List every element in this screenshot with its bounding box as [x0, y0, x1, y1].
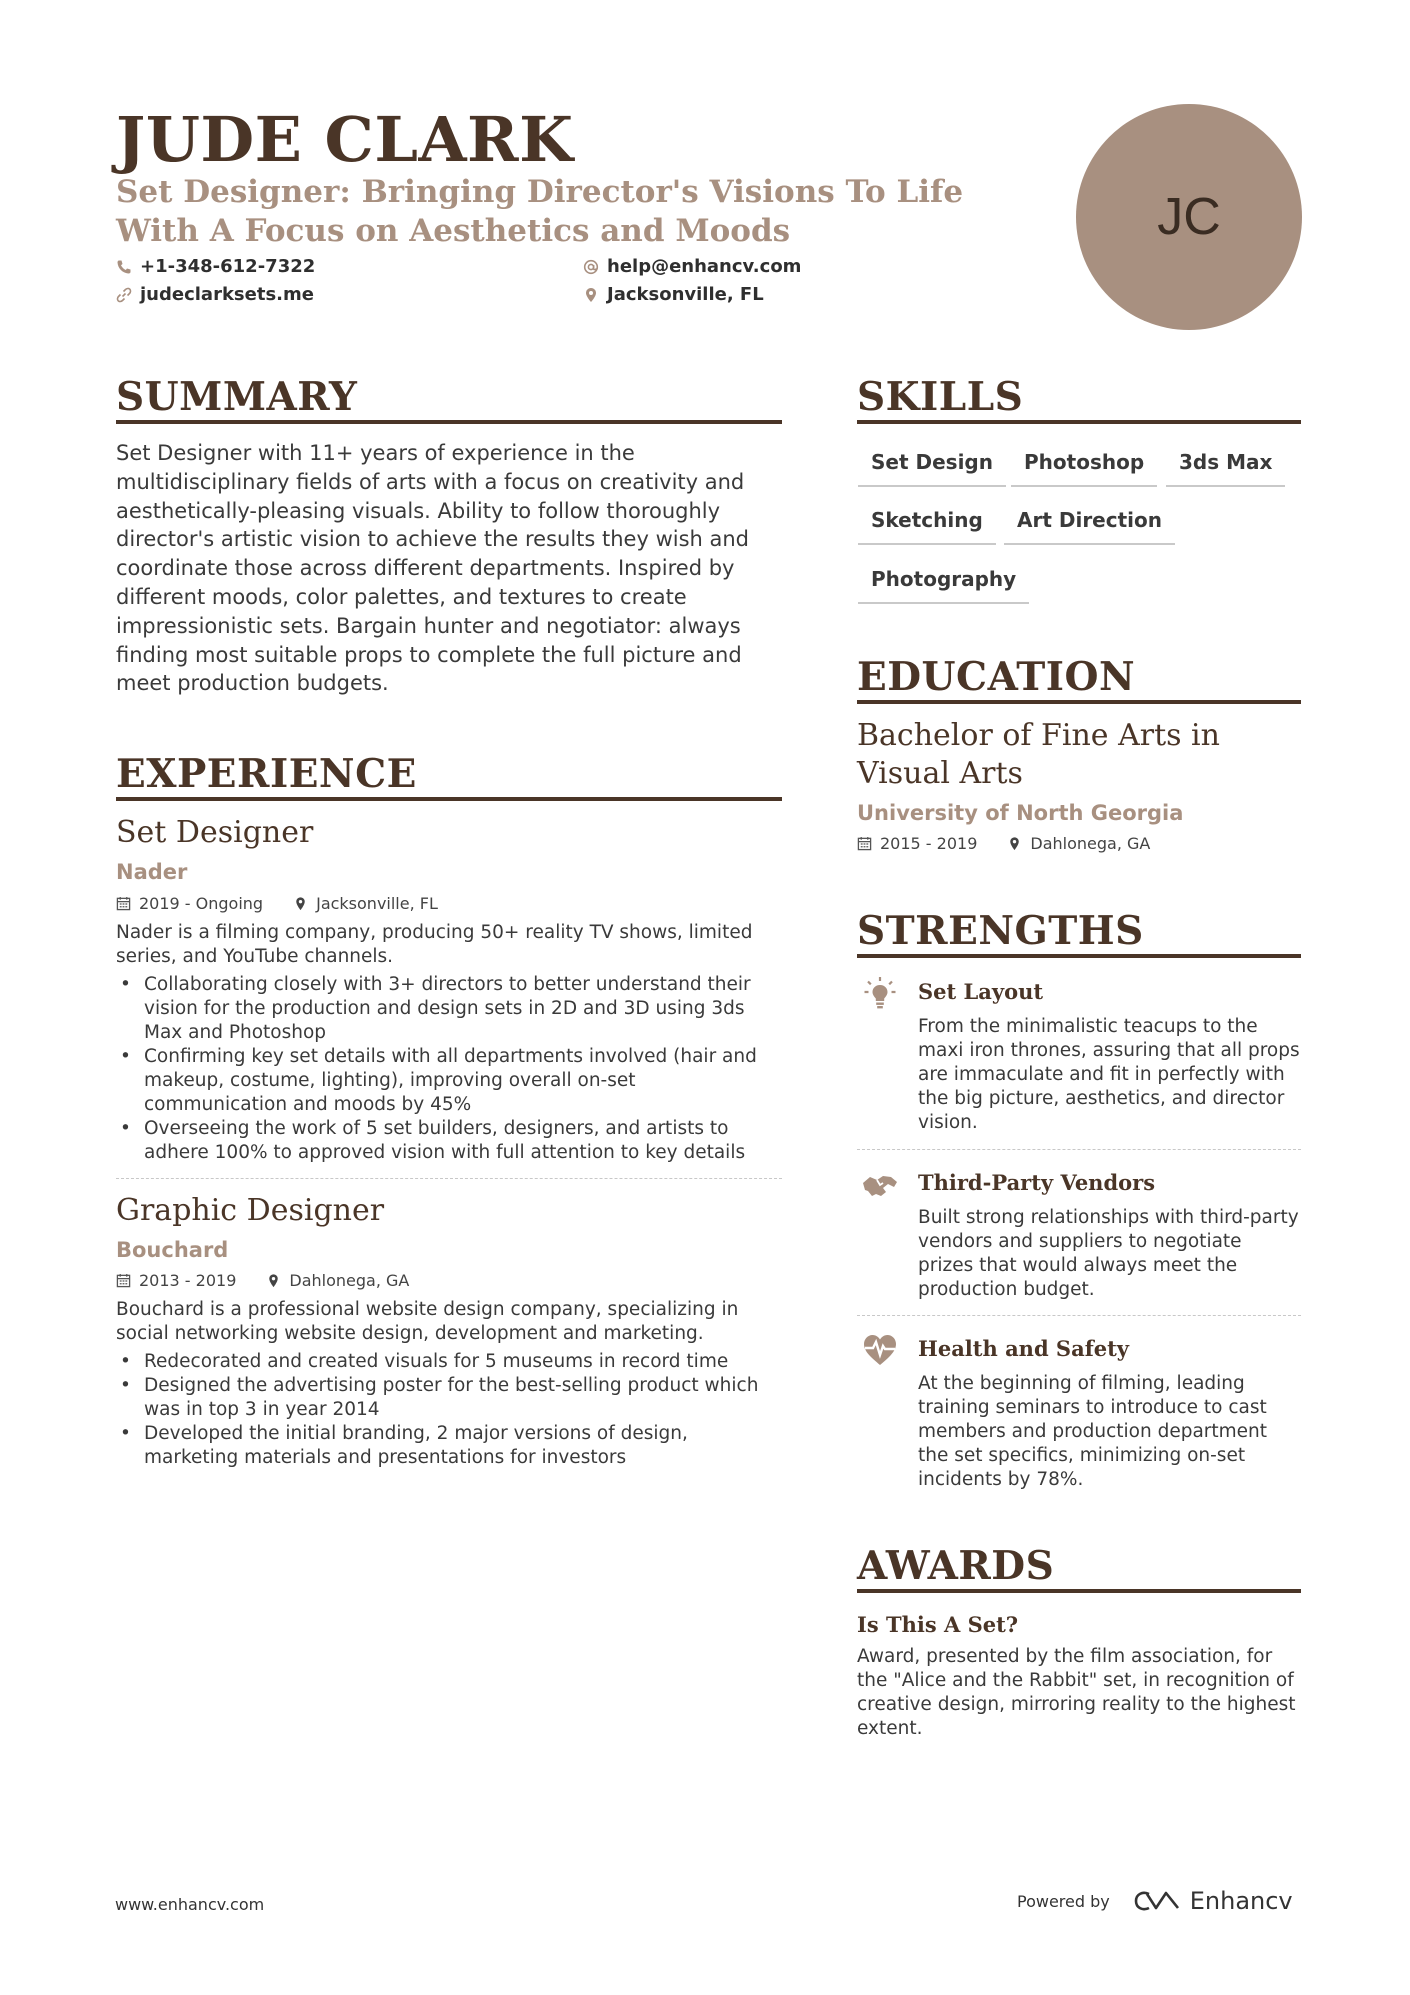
strengths-divider [857, 954, 1301, 958]
list-item: • Overseeing the work of 5 set builders, designers, and artists to adhere 100% to approved vision with full attention to key details [116, 1117, 782, 1165]
skill-tag: Photoshop [1011, 449, 1157, 487]
calendar-icon [116, 896, 131, 911]
brand-logo[interactable] [1134, 1887, 1293, 1915]
job-dates: 2013 - 2019 [139, 1271, 237, 1290]
awards-heading: AWARDS [857, 1543, 1055, 1589]
summary-heading: SUMMARY [116, 374, 358, 420]
job-title: Set Designer [116, 815, 314, 850]
phone-contact [116, 256, 315, 277]
heartbeat-icon [860, 1330, 900, 1370]
school-name: University of North Georgia [857, 801, 1184, 825]
skills-heading: SKILLS [857, 374, 1024, 420]
email-address[interactable]: help@enhancv.com [607, 256, 802, 277]
website-link[interactable]: judeclarksets.me [140, 284, 314, 305]
summary-divider [116, 420, 782, 424]
job-bullets [116, 973, 782, 1165]
skill-tag: Art Direction [1004, 507, 1175, 545]
skill-tag: 3ds Max [1166, 449, 1285, 487]
experience-divider [116, 797, 782, 801]
job-bullets [116, 1350, 782, 1470]
strength-separator [857, 1149, 1301, 1150]
list-item: • Confirming key set details with all departments involved (hair and makeup, costume, lighting), improving overall on-set communication and moods by 45% [116, 1045, 782, 1117]
list-item: • Developed the initial branding, 2 major versions of design, marketing materials and presentations for investors [116, 1422, 782, 1470]
skill-tag: Photography [858, 566, 1029, 604]
candidate-tagline: Set Designer: Bringing Director's Visions To Life With A Focus on Aesthetics and Moods [116, 174, 964, 249]
job-location: Jacksonville, FL [316, 894, 438, 913]
education-location: Dahlonega, GA [1030, 834, 1151, 853]
strength-text: From the minimalistic teacups to the maxi iron thrones, assuring that all props are immaculate and fit in perfectly with the big picture, aesthetics, and director vision. [918, 1016, 1300, 1133]
avatar: JC [1076, 104, 1302, 330]
experience-heading: EXPERIENCE [116, 751, 417, 797]
calendar-icon [116, 1273, 131, 1288]
location-pin-icon [1007, 836, 1022, 851]
job-dates: 2019 - Ongoing [139, 894, 264, 913]
location-pin-icon [583, 287, 599, 303]
education-divider [857, 700, 1301, 704]
strength-text: Built strong relationships with third-party vendors and suppliers to negotiate prizes that would always meet the production budget. [918, 1207, 1299, 1300]
job-meta [116, 894, 460, 913]
strength-text: At the beginning of filming, leading training seminars to introduce to cast members and production department the set specifics, minimizing on-set incidents by 78%. [918, 1373, 1268, 1490]
link-icon [116, 287, 132, 303]
company-name: Bouchard [116, 1238, 229, 1262]
at-icon [583, 259, 599, 275]
location-pin-icon [293, 896, 308, 911]
award-text: Award, presented by the film association, for the "Alice and the Rabbit" set, in recognition of creative design, mirroring reality to the highest extent. [857, 1646, 1296, 1739]
awards-divider [857, 1589, 1301, 1593]
handshake-icon [860, 1165, 900, 1205]
phone-icon [116, 259, 132, 275]
email-contact[interactable] [583, 256, 801, 277]
powered-by-label: Powered by [1017, 1891, 1110, 1911]
calendar-icon [857, 836, 872, 851]
list-item: • Redecorated and created visuals for 5 museums in record time [116, 1350, 782, 1374]
strengths-heading: STRENGTHS [857, 908, 1144, 954]
location-contact [583, 284, 764, 305]
skill-tag: Sketching [858, 507, 996, 545]
company-name: Nader [116, 860, 188, 884]
footer-website[interactable]: www.enhancv.com [115, 1895, 265, 1914]
job-meta [116, 1271, 431, 1290]
job-description: Nader is a filming company, producing 50+ reality TV shows, limited series, and YouTube channels. [116, 922, 753, 967]
list-item: • Designed the advertising poster for the best-selling product which was in top 3 in year 2014 [116, 1374, 782, 1422]
job-description: Bouchard is a professional website design company, specializing in social networking website design, development and marketing. [116, 1299, 739, 1344]
education-dates: 2015 - 2019 [880, 834, 978, 853]
job-title: Graphic Designer [116, 1193, 385, 1228]
job-location: Dahlonega, GA [289, 1271, 410, 1290]
skill-tag: Set Design [858, 449, 1006, 487]
education-heading: EDUCATION [857, 654, 1136, 700]
candidate-name: JUDE CLARK [116, 103, 574, 176]
job-separator [116, 1178, 782, 1179]
strength-title: Health and Safety [918, 1336, 1130, 1361]
award-title: Is This A Set? [857, 1612, 1019, 1637]
location-pin-icon [266, 1273, 281, 1288]
summary-text: Set Designer with 11+ years of experience in the multidisciplinary fields of arts with a focus on creativity and aesthetically-pleasing visuals. Ability to follow thoroughly director's artistic vision to achieve the results they wish and coordinate those across different departments. Inspired by different moods, color palettes, and textures to create impressionistic sets. Bargain hunter and negotiator: always finding most suitable props to complete the full picture and meet production budgets. [116, 441, 750, 696]
strength-title: Third-Party Vendors [918, 1170, 1156, 1195]
location-text: Jacksonville, FL [607, 284, 764, 305]
education-meta [857, 834, 1172, 853]
lightbulb-icon [860, 974, 900, 1014]
degree-title: Bachelor of Fine Arts in Visual Arts [857, 718, 1220, 791]
phone-number: +1-348-612-7322 [140, 256, 316, 277]
footer-branding [1017, 1887, 1293, 1915]
strength-title: Set Layout [918, 979, 1044, 1004]
list-item: • Collaborating closely with 3+ directors to better understand their vision for the production and design sets in 2D and 3D using 3ds Max and Photoshop [116, 973, 782, 1045]
skills-divider [857, 420, 1301, 424]
brand-name: Enhancv [1189, 1887, 1293, 1915]
website-contact[interactable] [116, 284, 314, 305]
strength-separator [857, 1315, 1301, 1316]
enhancv-logo-icon [1134, 1889, 1180, 1913]
